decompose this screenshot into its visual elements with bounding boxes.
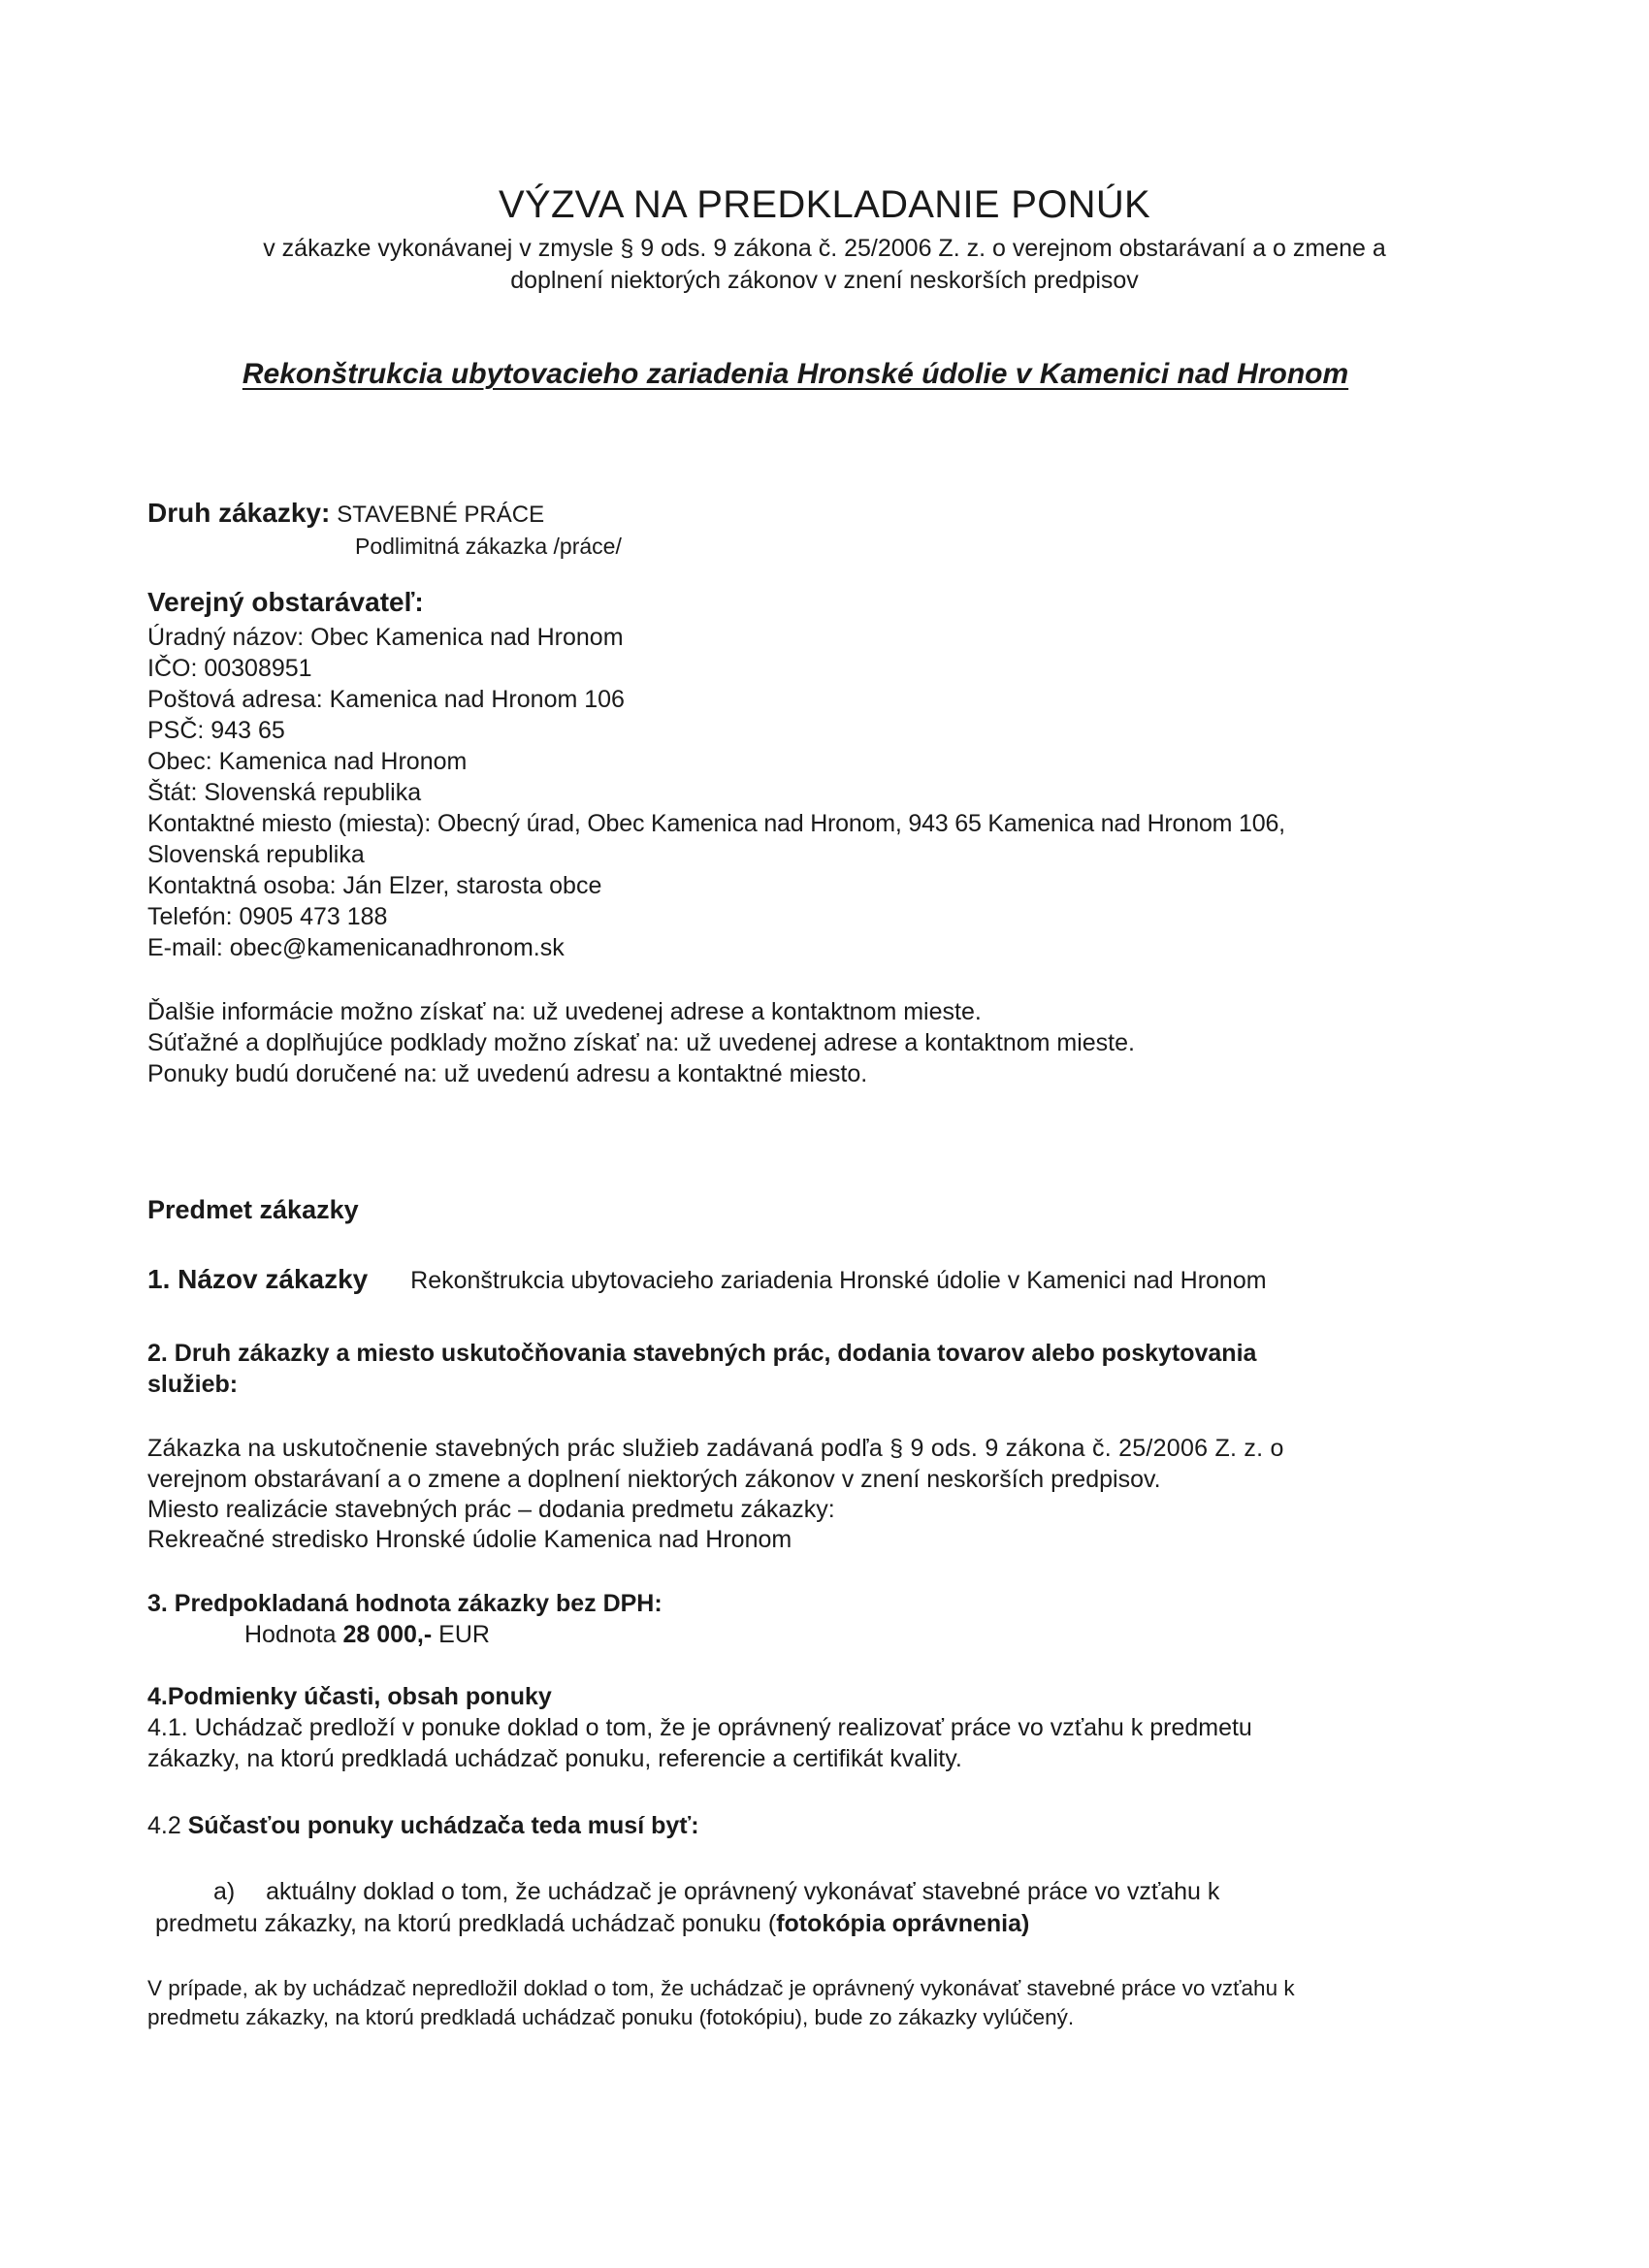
- druh-zakazky-value: STAVEBNÉ PRÁCE: [337, 502, 545, 528]
- project-title: Rekonštrukcia ubytovacieho zariadenia Hronské údolie v Kamenici nad Hronom: [242, 358, 1349, 390]
- obstaravatel-nazov: Úradný názov: Obec Kamenica nad Hronom: [147, 624, 624, 651]
- section-4-1-line-2: zákazky, na ktorú predkladá uchádzač ponuku, referencie a certifikát kvality.: [147, 1745, 962, 1772]
- section-2-text-1: Zákazka na uskutočnenie stavebných prác služieb zadávaná podľa § 9 ods. 9 zákona č. 25/2006 Z. z. o: [147, 1435, 1284, 1462]
- document-title: VÝZVA NA PREDKLADANIE PONÚK: [498, 183, 1150, 226]
- obstaravatel-psc: PSČ: 943 65: [147, 717, 285, 744]
- druh-zakazky-row: [147, 498, 544, 531]
- item-a-line-2-bold: fotokópia oprávnenia): [776, 1910, 1030, 1937]
- section-4-1-line-1: 4.1. Uchádzač predloží v ponuke doklad o tom, že je oprávnený realizovať práce vo vzťahu k predmetu: [147, 1714, 1252, 1741]
- item-a-line-1: [213, 1876, 1219, 1907]
- note-line-1: V prípade, ak by uchádzač nepredložil doklad o tom, že uchádzač je oprávnený vykonávať stavebné práce vo vzťahu k: [147, 1976, 1295, 2000]
- obstaravatel-telefon: Telefón: 0905 473 188: [147, 903, 388, 930]
- section-4-2-bold: Súčasťou ponuky uchádzača teda musí byť:: [187, 1812, 699, 1839]
- hodnota-prefix: Hodnota: [244, 1621, 343, 1648]
- section-4-2-prefix: 4.2: [147, 1812, 188, 1839]
- nazov-zakazky-row: [147, 1264, 1267, 1296]
- info-line-2: Súťažné a doplňujúce podklady možno získať na: už uvedenej adrese a kontaktnom mieste.: [147, 1029, 1135, 1056]
- info-line-1: Ďalšie informácie možno získať na: už uvedenej adrese a kontaktnom mieste.: [147, 998, 982, 1025]
- item-a-line-2-text: predmetu zákazky, na ktorú predkladá uchádzač ponuku (: [155, 1910, 777, 1937]
- info-line-3: Ponuky budú doručené na: už uvedenú adresu a kontaktné miesto.: [147, 1060, 868, 1087]
- obstaravatel-osoba: Kontaktná osoba: Ján Elzer, starosta obce: [147, 872, 602, 899]
- obstaravatel-heading: Verejný obstarávateľ:: [147, 587, 424, 617]
- obstaravatel-email: E-mail: obec@kamenicanadhronom.sk: [147, 934, 565, 961]
- obstaravatel-kontaktne-miesto-cont: Slovenská republika: [147, 841, 365, 868]
- predmet-heading: Predmet zákazky: [147, 1195, 359, 1224]
- section-2-heading-line-1: 2. Druh zákazky a miesto uskutočňovania stavebných prác, dodania tovarov alebo poskytovania: [147, 1340, 1257, 1367]
- document-subtitle: [146, 233, 1504, 297]
- section-3-heading: 3. Predpokladaná hodnota zákazky bez DPH:: [147, 1590, 663, 1617]
- druh-zakazky-subvalue: Podlimitná zákazka /práce/: [355, 534, 622, 559]
- druh-zakazky-label: Druh zákazky:: [147, 498, 331, 528]
- section-4-2-heading: [147, 1810, 699, 1841]
- item-a-line-2: [155, 1908, 1029, 1939]
- item-a-text: aktuálny doklad o tom, že uchádzač je oprávnený vykonávať stavebné práce vo vzťahu k: [266, 1878, 1220, 1905]
- nazov-zakazky-label: 1. Názov zákazky: [147, 1264, 369, 1294]
- subtitle-line-1: v zákazke vykonávanej v zmysle § 9 ods. 9 zákona č. 25/2006 Z. z. o verejnom obstarávaní a o zmene a: [263, 235, 1386, 262]
- section-2-text-4: Rekreačné stredisko Hronské údolie Kamenica nad Hronom: [147, 1526, 792, 1553]
- obstaravatel-ico: IČO: 00308951: [147, 655, 312, 682]
- item-a-marker: a): [213, 1878, 236, 1905]
- obstaravatel-kontaktne-miesto: Kontaktné miesto (miesta): Obecný úrad, Obec Kamenica nad Hronom, 943 65 Kamenica nad Hronom 106,: [147, 810, 1285, 837]
- note-line-2: predmetu zákazky, na ktorú predkladá uchádzač ponuku (fotokópiu), bude zo zákazky vylúčený.: [147, 2005, 1075, 2029]
- subtitle-line-2: doplnení niektorých zákonov v znení neskorších predpisov: [510, 267, 1139, 294]
- section-4-heading: 4.Podmienky účasti, obsah ponuky: [147, 1683, 552, 1710]
- obstaravatel-stat: Štát: Slovenská republika: [147, 779, 422, 806]
- section-2-heading-line-2: služieb:: [147, 1371, 239, 1398]
- obstaravatel-obec: Obec: Kamenica nad Hronom: [147, 748, 468, 775]
- hodnota-currency: EUR: [432, 1621, 490, 1648]
- section-2-text-3: Miesto realizácie stavebných prác – dodania predmetu zákazky:: [147, 1496, 835, 1523]
- section-3-value: [244, 1619, 490, 1650]
- obstaravatel-adresa: Poštová adresa: Kamenica nad Hronom 106: [147, 686, 625, 713]
- nazov-zakazky-value: Rekonštrukcia ubytovacieho zariadenia Hronské údolie v Kamenici nad Hronom: [410, 1267, 1267, 1294]
- section-2-text-2: verejnom obstarávaní a o zmene a doplnení niektorých zákonov v znení neskorších predpisov.: [147, 1466, 1161, 1493]
- hodnota-amount: 28 000,-: [342, 1621, 433, 1648]
